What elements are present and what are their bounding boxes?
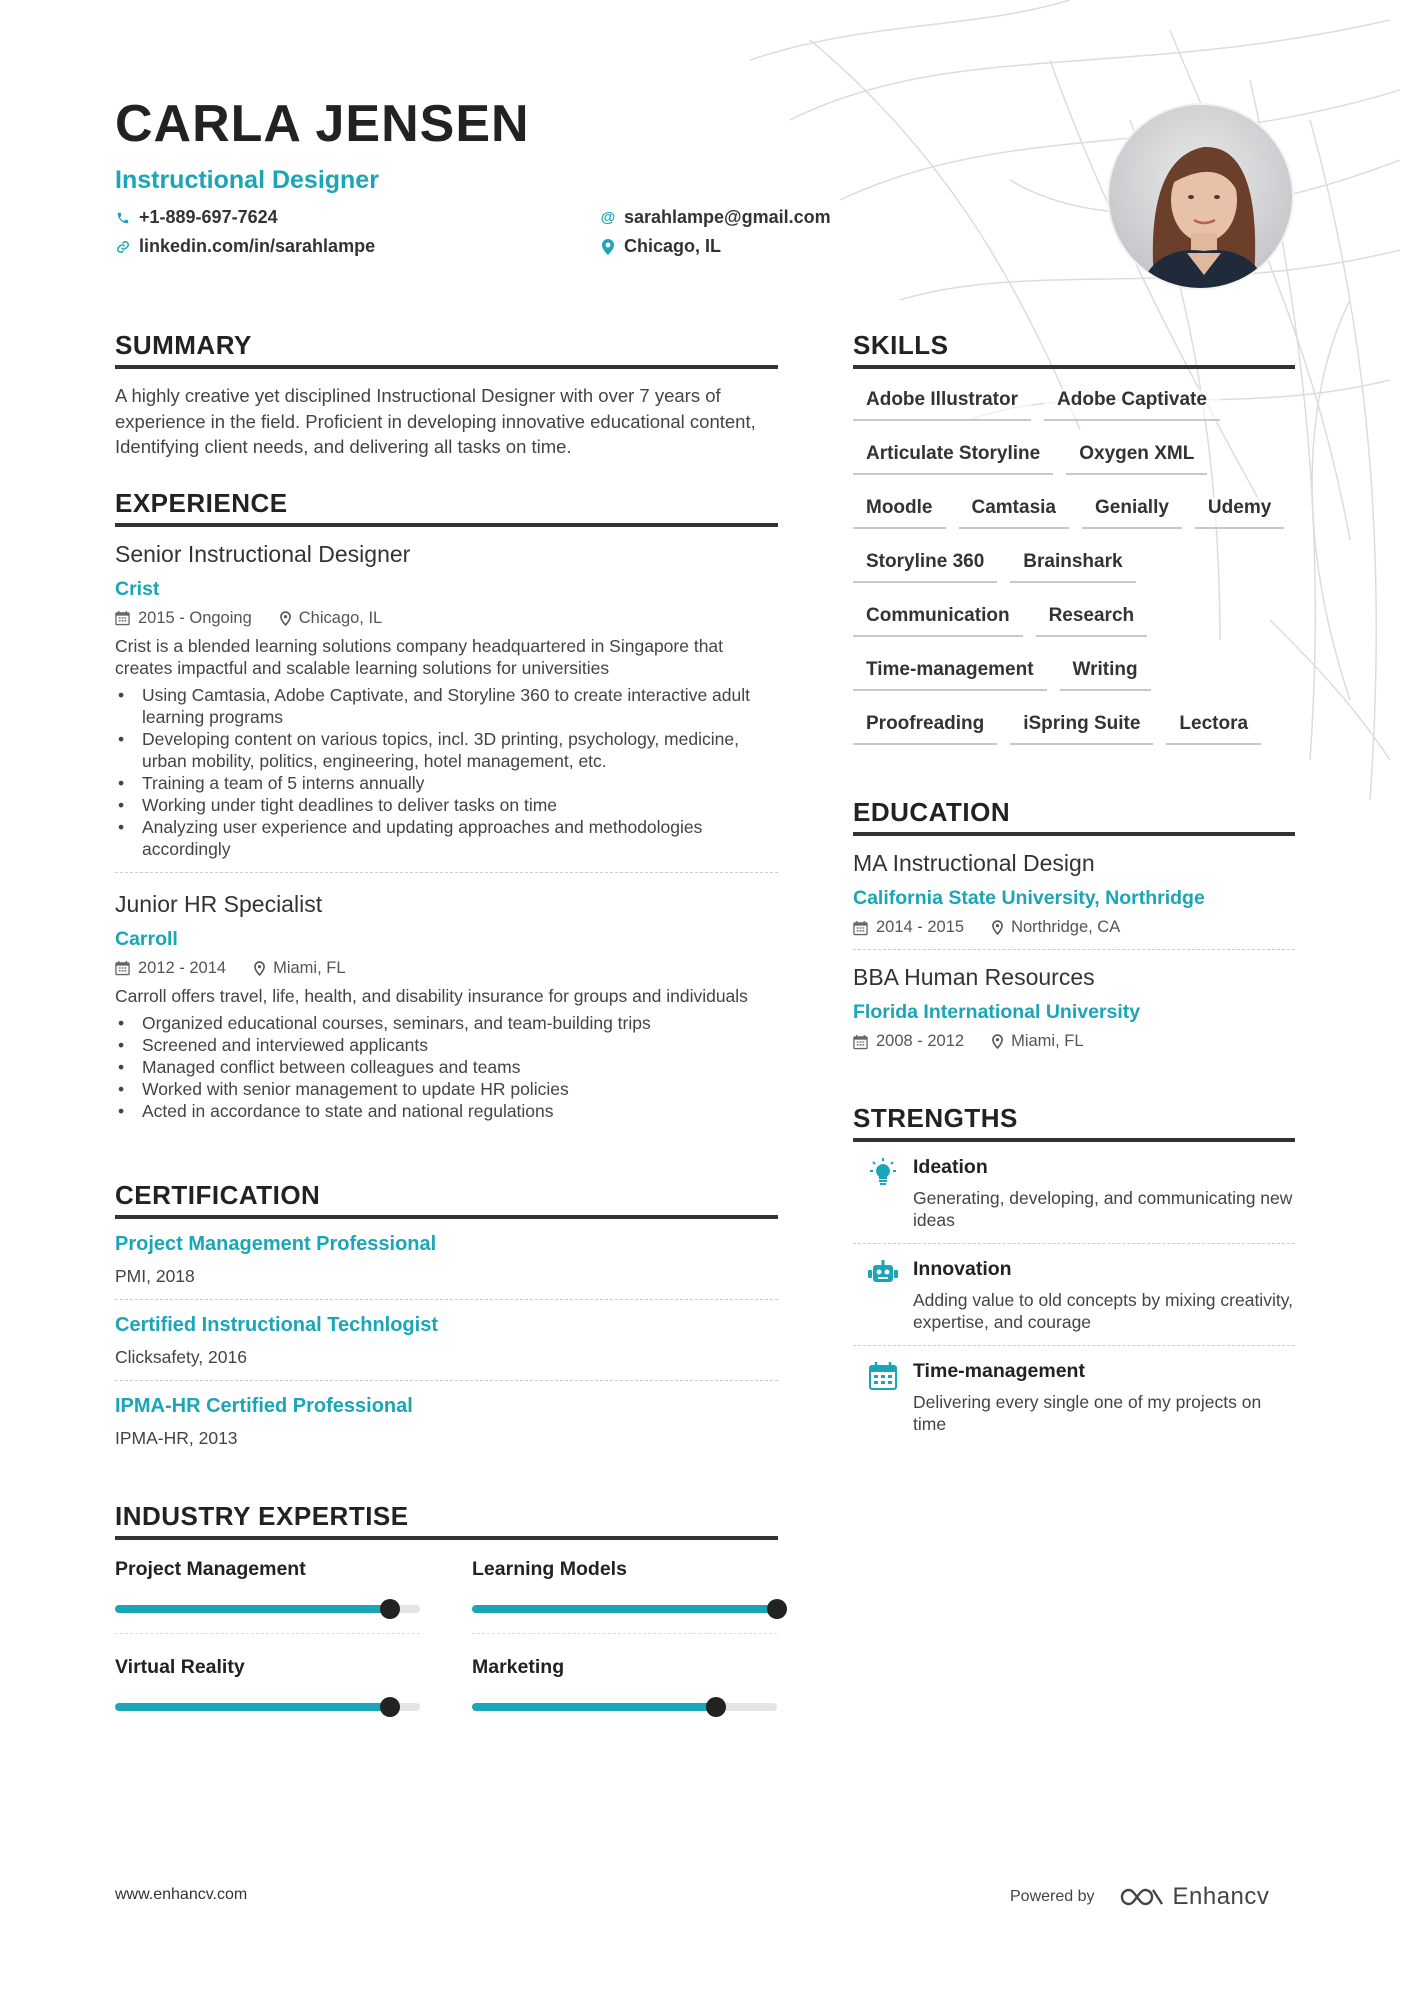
education-section [853, 797, 1295, 1063]
powered-by-label: Powered by [1010, 1888, 1095, 1905]
job-description: Crist is a blended learning solutions company headquartered in Singapore that creates impactful and scalable learning solutions for universities [115, 635, 724, 678]
education-location: Miami, FL [1011, 1032, 1084, 1050]
resume-header [115, 95, 1115, 257]
job-bullet: • Organized educational courses, seminars, and team-building trips [115, 1012, 778, 1034]
certification-name: Certified Instructional Technlogist [115, 1313, 438, 1336]
certification-name: IPMA-HR Certified Professional [115, 1394, 413, 1417]
certification-entry [115, 1381, 778, 1461]
expertise-item [472, 1656, 777, 1731]
company-name: Carroll [115, 927, 178, 950]
education-title: EDUCATION [853, 797, 1295, 836]
expertise-bar [472, 1605, 777, 1613]
industry-expertise-section [115, 1501, 778, 1753]
skills-title: SKILLS [853, 330, 1295, 369]
expertise-bar [115, 1605, 420, 1613]
footer-powered-by [1010, 1883, 1269, 1911]
strength-body [913, 1258, 1295, 1333]
job-dates: 2015 - Ongoing [138, 608, 252, 627]
expertise-item [472, 1558, 777, 1634]
job-bullet: • Worked with senior management to update HR policies [115, 1078, 778, 1100]
skill-tag: Writing [1060, 659, 1151, 691]
skill-tag: Communication [853, 605, 1023, 637]
skill-tag: Moodle [853, 497, 946, 529]
expertise-bar-fill [472, 1703, 716, 1711]
robot-icon [853, 1258, 913, 1333]
certification-title: CERTIFICATION [115, 1180, 778, 1219]
certification-entry [115, 1219, 778, 1300]
skill-tag: Research [1036, 605, 1148, 637]
skill-tag: Brainshark [1010, 551, 1135, 583]
expertise-label: Virtual Reality [115, 1655, 245, 1678]
enhancv-wordmark: Enhancv [1172, 1883, 1270, 1910]
job-bullets [115, 684, 778, 860]
strength-entry [853, 1346, 1295, 1447]
job-bullet: • Managed conflict between colleagues and teams [115, 1056, 778, 1078]
expertise-label: Marketing [472, 1655, 565, 1678]
skill-tag: iSpring Suite [1010, 713, 1153, 745]
candidate-role: Instructional Designer [115, 166, 379, 194]
left-column [115, 330, 778, 1753]
expertise-bar-knob [380, 1697, 400, 1717]
certification-name: Project Management Professional [115, 1232, 437, 1255]
contact-phone[interactable] [115, 207, 600, 228]
strength-title: Time-management [913, 1360, 1085, 1382]
job-location: Miami, FL [273, 958, 346, 977]
education-entry [853, 836, 1295, 949]
expertise-item [115, 1558, 420, 1634]
profile-photo [1107, 103, 1294, 290]
enhancv-logo-icon [1119, 1886, 1165, 1908]
skills-section [853, 330, 1295, 745]
skill-tag: Oxygen XML [1066, 443, 1207, 475]
expertise-bar-fill [115, 1703, 390, 1711]
job-bullets [115, 1012, 778, 1122]
map-pin-icon [280, 611, 291, 626]
experience-entry [115, 541, 778, 872]
skill-tag: Udemy [1195, 497, 1284, 529]
expertise-bar-fill [472, 1605, 777, 1613]
expertise-bar-knob [767, 1599, 787, 1619]
degree-name: MA Instructional Design [853, 850, 1095, 876]
job-title: Senior Instructional Designer [115, 540, 411, 567]
contact-email[interactable] [600, 207, 900, 228]
contact-list [115, 207, 1115, 257]
location-text: Chicago, IL [624, 236, 722, 256]
certification-section [115, 1180, 778, 1461]
contact-location [600, 236, 900, 257]
calendar-icon [115, 610, 130, 626]
expertise-label: Project Management [115, 1557, 306, 1580]
enhancv-logo[interactable] [1119, 1883, 1270, 1911]
strength-entry [853, 1244, 1295, 1346]
skill-tag: Adobe Illustrator [853, 389, 1031, 421]
school-name: California State University, Northridge [853, 887, 1205, 909]
job-bullet: • Developing content on various topics, incl. 3D printing, psychology, medicine, urban mobility, politics, engineering, hotel management, etc. [115, 728, 778, 772]
education-meta [853, 918, 1295, 937]
experience-entry [115, 872, 778, 1134]
school-name: Florida International University [853, 1001, 1141, 1023]
certification-entry [115, 1300, 778, 1381]
certification-issuer: PMI, 2018 [115, 1265, 195, 1286]
calendar-icon [115, 960, 130, 976]
strengths-section [853, 1103, 1295, 1447]
industry-expertise-title: INDUSTRY EXPERTISE [115, 1501, 778, 1540]
skill-tag: Camtasia [959, 497, 1070, 529]
linkedin-text: linkedin.com/in/sarahlampe [139, 236, 376, 256]
experience-section [115, 488, 778, 1134]
job-dates: 2012 - 2014 [138, 958, 227, 977]
company-name: Crist [115, 577, 160, 600]
expertise-bar-knob [706, 1697, 726, 1717]
calendar-icon [853, 1360, 913, 1435]
calendar-icon [853, 1034, 868, 1050]
strength-title: Innovation [913, 1258, 1012, 1280]
strength-body [913, 1156, 1295, 1231]
job-description: Carroll offers travel, life, health, and disability insurance for groups and individuals [115, 985, 748, 1006]
education-dates: 2008 - 2012 [876, 1032, 965, 1050]
strength-entry [853, 1142, 1295, 1244]
phone-text: +1-889-697-7624 [139, 207, 278, 227]
candidate-name: CARLA JENSEN [115, 95, 530, 153]
skill-tag: Articulate Storyline [853, 443, 1053, 475]
lightbulb-icon [853, 1156, 913, 1231]
footer-website-link[interactable]: www.enhancv.com [115, 1886, 248, 1903]
skill-tag: Genially [1082, 497, 1182, 529]
email-text: sarahlampe@gmail.com [624, 207, 831, 227]
summary-section [115, 330, 778, 460]
job-title: Junior HR Specialist [115, 890, 323, 917]
education-entry [853, 949, 1295, 1063]
strength-description: Adding value to old concepts by mixing creativity, expertise, and courage [913, 1290, 1294, 1332]
summary-title: SUMMARY [115, 330, 778, 369]
link-icon [115, 238, 131, 256]
expertise-bar-knob [380, 1599, 400, 1619]
skills-list [853, 389, 1295, 745]
job-location: Chicago, IL [298, 608, 383, 627]
job-bullet: • Working under tight deadlines to deliver tasks on time [115, 794, 778, 816]
strength-body [913, 1360, 1295, 1435]
right-column [853, 330, 1295, 1447]
skill-tag: Proofreading [853, 713, 997, 745]
map-pin-icon [254, 961, 265, 976]
expertise-bar-fill [115, 1605, 390, 1613]
strengths-title: STRENGTHS [853, 1103, 1295, 1142]
degree-name: BBA Human Resources [853, 964, 1095, 990]
experience-title: EXPERIENCE [115, 488, 778, 527]
phone-icon [115, 209, 131, 227]
contact-linkedin[interactable] [115, 236, 600, 257]
summary-text: A highly creative yet disciplined Instructional Designer with over 7 years of experience in the field. Proficient in developing innovative educational content, Identifying client needs, and delivering all tasks on time. [115, 385, 756, 457]
expertise-label: Learning Models [472, 1557, 627, 1580]
job-bullet: • Acted in accordance to state and national regulations [115, 1100, 778, 1122]
expertise-item [115, 1656, 420, 1731]
map-pin-icon [600, 238, 616, 256]
certification-issuer: Clicksafety, 2016 [115, 1346, 247, 1367]
calendar-icon [853, 920, 868, 936]
expertise-bar [472, 1703, 777, 1711]
strength-description: Delivering every single one of my projects on time [913, 1392, 1262, 1434]
strength-title: Ideation [913, 1156, 988, 1178]
map-pin-icon [992, 1034, 1003, 1049]
job-bullet: • Using Camtasia, Adobe Captivate, and Storyline 360 to create interactive adult learning programs [115, 684, 778, 728]
job-bullet: • Training a team of 5 interns annually [115, 772, 778, 794]
expertise-bar [115, 1703, 420, 1711]
job-bullet: • Analyzing user experience and updating approaches and methodologies accordingly [115, 816, 778, 860]
job-meta [115, 609, 778, 628]
portrait-illustration [1109, 105, 1294, 290]
skill-tag: Storyline 360 [853, 551, 997, 583]
skill-tag: Time-management [853, 659, 1047, 691]
job-meta [115, 959, 778, 978]
skill-tag: Lectora [1166, 713, 1261, 745]
certification-issuer: IPMA-HR, 2013 [115, 1427, 238, 1448]
at-sign-icon: @ [600, 209, 616, 226]
skill-tag: Adobe Captivate [1044, 389, 1220, 421]
education-meta [853, 1032, 1295, 1051]
strength-description: Generating, developing, and communicating new ideas [913, 1188, 1293, 1230]
job-bullet: • Screened and interviewed applicants [115, 1034, 778, 1056]
map-pin-icon [992, 920, 1003, 935]
education-location: Northridge, CA [1011, 918, 1121, 936]
education-dates: 2014 - 2015 [876, 918, 965, 936]
expertise-grid [115, 1558, 778, 1753]
